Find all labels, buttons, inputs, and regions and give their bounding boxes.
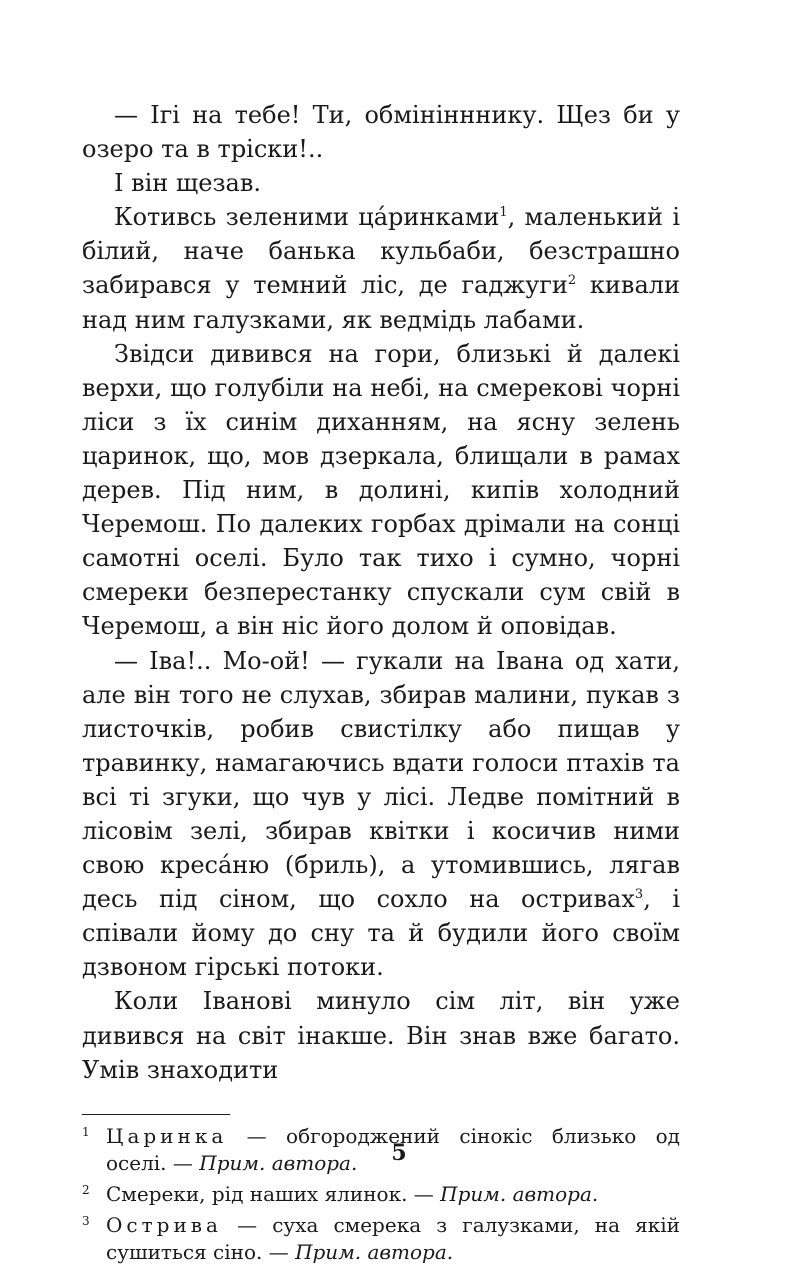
footnote-divider [82,1114,230,1115]
paragraph-4: Звідси дивився на гори, близькі й далекі верхи, що голубіли на небі, на смерекові чорні ліси з їх синім диханням, на ясну зелень царинок, що, мов дзеркала, блищали в рамах дерев. Під ним, в долині, кипів холодний Черемош. По далеких горбах дрімали на сонці самотні оселі. Було так тихо і сумно, чорні смереки безперестанку спускали сум свій в Черемош, а він ніс його долом й оповідав. [82,339,680,641]
main-text [82,98,680,1087]
footnote-ref-2: 2 [567,273,577,289]
footnote-ref-1: 1 [499,205,508,221]
paragraph-5-part-2: , і співали йому до сну та й будили його своїм дзвоном гірські потоки. [82,885,680,982]
paragraph-3-part-1: Котивсь зеленими ца́ринками [114,203,500,232]
page-content [82,98,680,1270]
footnote-ref-3: 3 [634,887,644,903]
footnote-attribution: Прим. автора. [295,1239,454,1264]
footnote-mark: 2 [82,1182,90,1197]
page-number: 5 [391,1140,407,1166]
paragraph-3 [82,200,680,336]
footnote-term: Острива [106,1212,222,1237]
paragraph-5 [82,644,680,985]
footnote-mark: 3 [82,1213,90,1228]
footnote-2 [82,1181,680,1208]
footnote-attribution: Прим. автора. [440,1181,599,1206]
footnote-text: — обгороджений сінокіс близько од оселі. — [106,1123,680,1175]
footnote-3 [82,1212,680,1266]
paragraph-1: — Ігі на тебе! Ти, обмінінннику. Щез би у озеро та в тріски!.. [82,101,680,164]
paragraph-5-part-1: — Іва!.. Мо-ой! — гукали на Івана од хати, але він того не слухав, збирав малини, пукав з листочків, робив свистілку або пищав у травинку, намагаючись вдати голоси птахів та всі ті згуки, що чув у лісі. Ледве помітний в лісовім зелі, збирав квітки і косичив ними свою креса́ню (бриль), а утомившись, лягав десь під сіном, що сохло на остривах [82,646,680,914]
paragraph-3-part-3: кивали над ним галузками, як ведмідь лабами. [82,271,680,334]
footnote-term: Царинка [106,1123,228,1148]
footnote-text: — суха смерека з галузками, на якій сушиться сіно. — [106,1212,680,1264]
paragraph-6: Коли Іванові минуло сім літ, він уже дивився на світ інакше. Він знав вже багато. Умів знаходити [82,987,680,1084]
footnote-text: Смереки, рід наших ялинок. — [106,1181,441,1206]
paragraph-2: І він щезав. [114,169,261,198]
paragraph-3-part-2: , маленький і білий, наче банька кульбаби, безстрашно забирався у темний ліс, де гаджуги [82,203,680,300]
footnote-mark: 1 [82,1124,90,1139]
footnote-attribution: Прим. автора. [199,1150,358,1175]
